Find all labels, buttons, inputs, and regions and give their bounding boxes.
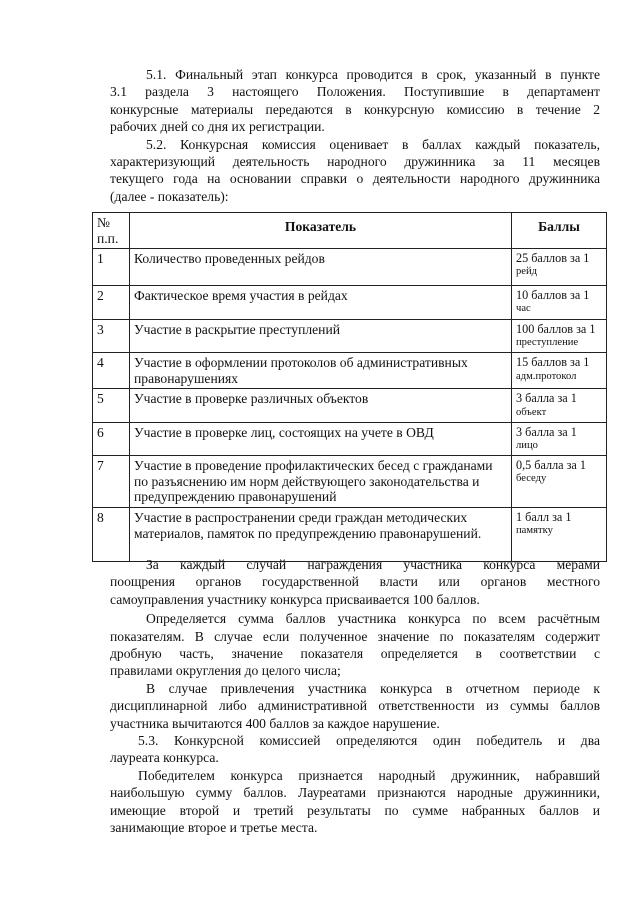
paragraph-5-1 xyxy=(110,66,600,136)
row-indicator: Участие в проверке различных объектов xyxy=(130,389,512,422)
row-points xyxy=(512,389,607,422)
text-line: показателям. В случае если полученное значение по показателям содержит xyxy=(110,628,600,644)
intro-section xyxy=(110,66,600,205)
text-line: характеризующий деятельность народного дружинника за 11 месяцев xyxy=(110,154,600,170)
text-line: наибольшую сумму баллов. Лауреатами признаются народные дружинники, xyxy=(110,785,600,801)
paragraph-5-2 xyxy=(110,136,600,206)
text-line: рабочих дней со дня их регистрации. xyxy=(110,119,325,135)
row-points xyxy=(512,249,607,286)
points-value: 3 балла за 1 xyxy=(516,424,577,439)
row-number: 5 xyxy=(93,389,130,422)
text-line: Победителем конкурса признается народный дружинник, набравший xyxy=(138,767,600,783)
text-line: конкурсные материалы передаются в конкурсную комиссию в течение 2 xyxy=(110,101,600,117)
row-number: 4 xyxy=(93,353,130,389)
header-indicator: Показатель xyxy=(130,213,512,249)
header-points: Баллы xyxy=(512,213,607,249)
text-line: В случае привлечения участника конкурса в отчетном периоде к xyxy=(146,680,600,696)
row-number: 1 xyxy=(93,249,130,286)
text-line: дисциплинарной либо административной ответственности из суммы баллов xyxy=(110,698,600,714)
row-number: 7 xyxy=(93,456,130,508)
row-indicator: Участие в проведение профилактических бесед с гражданами по разъяснению им норм действующего законодательства и предупреждению правонарушений xyxy=(130,456,512,508)
row-points xyxy=(512,286,607,320)
points-value: 0,5 балла за 1 xyxy=(516,458,586,473)
row-indicator: Участие в раскрытие преступлений xyxy=(130,320,512,353)
paragraph-sum xyxy=(110,610,600,680)
row-number: 3 xyxy=(93,320,130,353)
row-points xyxy=(512,456,607,508)
text-line: За каждый случай награждения участника конкурса мерами xyxy=(146,557,600,572)
points-value: 3 балла за 1 xyxy=(516,391,577,406)
row-number: 8 xyxy=(93,508,130,562)
text-line: 5.1. Финальный этап конкурса проводится в срок, указанный в пункте xyxy=(146,67,600,82)
points-unit: преступление xyxy=(516,337,579,349)
text-line: имеющие второй и третий результаты по сумме набранных баллов и xyxy=(110,802,600,818)
table-row xyxy=(93,320,607,353)
row-indicator: Участие в оформлении протоколов об административных правонарушениях xyxy=(130,353,512,389)
points-unit: адм.протокол xyxy=(516,370,577,382)
text-line: 5.2. Конкурсная комиссия оценивает в баллах каждый показатель, xyxy=(146,136,600,152)
header-number: № п.п. xyxy=(93,213,130,249)
text-line: участника вычитаются 400 баллов за каждое нарушение. xyxy=(110,715,440,731)
points-unit: час xyxy=(516,303,531,315)
table-row xyxy=(93,249,607,286)
text-line: самоуправления участнику конкурса присваивается 100 баллов. xyxy=(110,591,480,607)
row-points xyxy=(512,422,607,455)
text-line: поощрения органов государственной власти или органов местного xyxy=(110,574,600,590)
points-unit: объект xyxy=(516,406,547,418)
row-indicator: Количество проведенных рейдов xyxy=(130,249,512,286)
table-row xyxy=(93,456,607,508)
text-line: текущего года на основании справки о деятельности народного дружинника xyxy=(110,171,600,187)
text-line: Определяется сумма баллов участника конкурса по всем расчётным xyxy=(146,611,600,627)
points-value: 25 баллов за 1 xyxy=(516,251,590,265)
text-line: 5.3. Конкурсной комиссией определяются один победитель и два xyxy=(138,733,600,749)
row-number: 6 xyxy=(93,422,130,455)
points-unit: беседу xyxy=(516,473,547,485)
paragraph-5-3 xyxy=(110,732,600,767)
points-value: 10 баллов за 1 xyxy=(516,288,590,302)
row-indicator: Участие в проверке лиц, состоящих на учете в ОВД xyxy=(130,422,512,455)
indicators-table xyxy=(92,212,607,562)
text-line: (далее - показатель): xyxy=(110,188,229,204)
paragraph-winner xyxy=(110,767,600,837)
row-indicator: Фактическое время участия в рейдах xyxy=(130,286,512,320)
row-points xyxy=(512,353,607,389)
paragraph-penalty xyxy=(110,680,600,732)
table-row xyxy=(93,389,607,422)
text-line: правилами округления до целого числа; xyxy=(110,663,341,679)
text-line: занимающие второе и третье места. xyxy=(110,820,318,836)
points-unit: памятку xyxy=(516,525,553,537)
row-points xyxy=(512,320,607,353)
row-points xyxy=(512,508,607,562)
text-line: лауреата конкурса. xyxy=(110,750,219,766)
text-line: дробную часть, значение показателя определяется в соответствии с xyxy=(110,646,600,662)
points-unit: рейд xyxy=(516,266,538,278)
paragraph-award xyxy=(110,556,600,608)
table-row xyxy=(93,353,607,389)
outro-section xyxy=(110,556,600,837)
row-number: 2 xyxy=(93,286,130,320)
points-unit: лицо xyxy=(516,440,538,452)
text-line: 3.1 раздела 3 настоящего Положения. Поступившие в департамент xyxy=(110,84,600,100)
points-value: 100 баллов за 1 xyxy=(516,322,596,336)
table-row xyxy=(93,422,607,455)
table-row xyxy=(93,286,607,320)
points-value: 15 баллов за 1 xyxy=(516,355,590,370)
table-header-row xyxy=(93,213,607,249)
table-row xyxy=(93,508,607,562)
row-indicator: Участие в распространении среди граждан методических материалов, памяток по предупреждению правонарушений. xyxy=(130,508,512,562)
points-value: 1 балл за 1 xyxy=(516,510,572,525)
